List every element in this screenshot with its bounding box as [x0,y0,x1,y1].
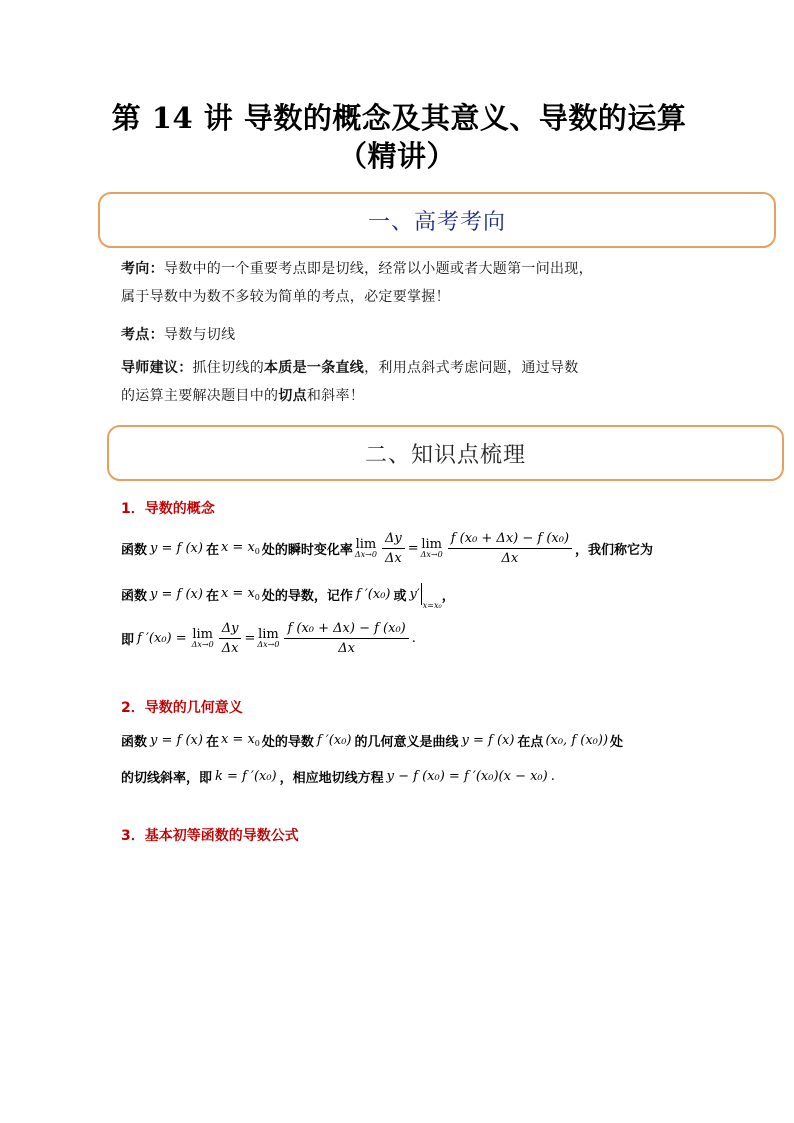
evaluation-bar [421,583,422,605]
limit-operator [192,627,214,649]
frac-num: Δy [219,621,242,639]
advice-text-c: ，利用点斜式考虑问题，通过导数 [364,360,579,376]
direction-text-1: 导数中的一个重要考点即是切线，经常以小题或者大题第一问出现， [163,261,593,277]
advice-text-a: 抓住切线的 [192,360,264,376]
advice-label: 导师建议： [121,360,193,376]
math-point: (x₀, f (x₀)) [545,732,609,748]
direction-label: 考向： [121,261,164,277]
math-sub-zero: 0 [254,593,260,602]
text-tangent-slope: 的切线斜率，即 [121,770,213,786]
text-period: . [550,768,555,784]
math-fprime-eq: f ′(x₀) = [137,630,187,646]
text-at-point: 在点 [517,734,544,750]
math-sub-zero: 0 [254,739,260,748]
text-at: 在 [205,734,219,750]
frac-num: f (x₀ + Δx) − f (x₀) [448,531,572,549]
text-instant-rate: 处的瞬时变化率 [261,542,353,558]
frac-num: Δy [382,531,405,549]
text-function: 函数 [121,588,148,604]
heading-derivative-formulas: 3．基本初等函数的导数公式 [121,828,299,844]
text-period: . [411,630,416,646]
math-fprime-x0: f ′(x₀) [355,586,391,602]
page-title-line2: （精讲） [337,139,456,173]
frac-den: Δx [384,550,402,566]
text-at: 在 [205,542,219,558]
frac-den: Δx [501,550,519,566]
math-x-eq: x = x [220,732,255,747]
direction-text-2: 属于导数中为数不多较为简单的考点，必定要掌握！ [121,289,450,305]
fraction-dy-dx [382,531,405,566]
concept-line-1 [121,528,653,568]
text-function: 函数 [121,734,148,750]
math-x-eq: x = x [220,586,255,601]
lim-word: lim [258,627,279,642]
math-fx: y = f (x) [150,586,203,602]
fraction-dy-dx [219,621,242,656]
advice-text-f: 和斜率！ [306,388,365,404]
math-x-eq: x = x [220,540,255,555]
text-or: 或 [393,588,407,604]
math-fx: y = f (x) [150,540,203,556]
math-fx: y = f (x) [461,732,515,748]
math-equals: = [407,540,419,556]
evaluation-subscript: x=x₀ [422,601,442,610]
limit-operator [257,627,279,649]
fraction-difference-quotient [448,531,572,566]
geometric-line-2 [121,763,555,789]
advice-text-b: 本质是一条直线 [264,360,365,376]
lim-sub: Δx→0 [191,640,214,649]
limit-operator [355,537,377,559]
math-k-eq: k = f ′(x₀) [215,768,277,784]
heading-derivative-concept: 1．导数的概念 [121,501,215,517]
frac-den: Δx [338,640,355,656]
fraction-difference-quotient [284,621,408,656]
geometric-line-1 [121,727,623,753]
point-text: 导数与切线 [163,327,236,343]
text-function: 函数 [121,542,148,558]
math-fx: y = f (x) [150,732,203,748]
concept-line-2 [121,580,455,608]
lim-sub: Δx→0 [420,550,443,559]
text-comma: ， [441,588,455,604]
math-sub-zero: 0 [254,547,260,556]
direction-paragraph [121,255,701,311]
frac-den: Δx [221,640,239,656]
text-derivative: 处的导数 [261,734,314,750]
math-tangent-equation: y − f (x₀) = f ′(x₀)(x − x₀) [386,768,548,784]
lim-sub: Δx→0 [354,550,377,559]
limit-operator [421,537,443,559]
text-tangent-equation: ，相应地切线方程 [279,770,384,786]
advice-text-d: 的运算主要解决题目中的 [121,388,279,404]
lim-word: lim [421,537,442,552]
text-we-call-it: ，我们称它为 [575,542,654,558]
math-equals: = [244,630,256,646]
text-place: 处 [610,734,624,750]
text-geometric-meaning: 的几何意义是曲线 [354,734,459,750]
section-banner-knowledge: 二、知识点梳理 [107,425,784,481]
page-title-line1: 第 14 讲 导数的概念及其意义、导数的运算 [111,101,687,135]
point-paragraph [121,321,701,349]
text-derivative-noted: 处的导数，记作 [261,588,353,604]
frac-num: f (x₀ + Δx) − f (x₀) [284,621,408,639]
math-yprime: y′ [409,586,420,602]
heading-geometric-meaning: 2．导数的几何意义 [121,700,243,716]
text-at: 在 [205,588,219,604]
lim-sub: Δx→0 [257,640,280,649]
advice-paragraph [121,354,701,410]
section-banner-exam-direction: 一、高考考向 [98,192,776,248]
concept-line-3 [121,618,416,658]
lim-word: lim [192,627,213,642]
math-fprime-x0: f ′(x₀) [316,732,352,748]
text-namely: 即 [121,632,135,648]
point-label: 考点： [121,327,164,343]
advice-text-e: 切点 [278,388,307,404]
lim-word: lim [355,537,377,552]
